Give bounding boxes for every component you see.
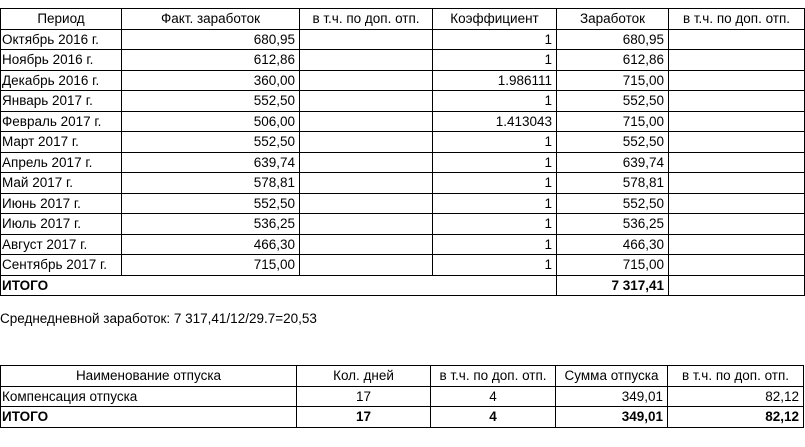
cell-period: Март 2017 г. [1,132,122,153]
cell-earnings: 578,81 [557,173,669,194]
cell-incl-additional-2 [669,255,805,276]
cell-earnings: 612,86 [557,50,669,71]
earnings-header-row [1,9,805,30]
cell-coefficient: 1 [433,173,557,194]
earnings-table [0,8,805,296]
earnings-row [1,255,805,276]
cell-period: Февраль 2017 г. [1,111,122,132]
earnings-row [1,214,805,235]
total-empty-4 [669,275,805,296]
earnings-row [1,91,805,112]
header-incl-additional-2: в т.ч. по доп. отп. [669,9,805,30]
cell-actual-earnings: 578,81 [122,173,300,194]
vacation-total-label: ИТОГО [1,407,297,428]
cell-period: Сентябрь 2017 г. [1,255,122,276]
cell-period: Октябрь 2016 г. [1,29,122,50]
cell-period: Май 2017 г. [1,173,122,194]
cell-actual-earnings: 680,95 [122,29,300,50]
cell-earnings: 715,00 [557,70,669,91]
cell-incl-additional [300,50,433,71]
cell-coefficient: 1 [433,193,557,214]
header-earnings: Заработок [557,9,669,30]
vacation-total-additional-sum: 82,12 [668,407,804,428]
total-empty-2 [300,275,433,296]
cell-incl-additional-2 [669,173,805,194]
cell-earnings: 680,95 [557,29,669,50]
cell-period: Январь 2017 г. [1,91,122,112]
vacation-total-sum: 349,01 [556,407,668,428]
cell-actual-earnings: 536,25 [122,214,300,235]
earnings-total-row [1,275,805,296]
cell-actual-earnings: 506,00 [122,111,300,132]
cell-period: Ноябрь 2016 г. [1,50,122,71]
cell-incl-additional-2 [669,70,805,91]
vacation-row [1,386,804,407]
cell-incl-additional-2 [669,132,805,153]
cell-incl-additional-2 [669,214,805,235]
cell-actual-earnings: 466,30 [122,234,300,255]
cell-coefficient: 1 [433,91,557,112]
header-coefficient: Коэффициент [433,9,557,30]
total-empty-1 [122,275,300,296]
cell-actual-earnings: 612,86 [122,50,300,71]
vacation-table [0,365,804,428]
cell-incl-additional-2 [669,152,805,173]
cell-incl-additional-2 [669,91,805,112]
cell-period: Июнь 2017 г. [1,193,122,214]
cell-incl-additional-2 [669,193,805,214]
vacation-additional-days: 4 [431,386,556,407]
vacation-total-days: 17 [297,407,431,428]
cell-incl-additional [300,132,433,153]
cell-incl-additional [300,234,433,255]
vacation-additional-sum: 82,12 [668,386,804,407]
header-days: Кол. дней [297,366,431,387]
cell-coefficient: 1.413043 [433,111,557,132]
cell-coefficient: 1 [433,29,557,50]
cell-incl-additional [300,111,433,132]
cell-incl-additional [300,91,433,112]
header-incl-additional-sum: в т.ч. по доп. отп. [668,366,804,387]
cell-incl-additional-2 [669,111,805,132]
earnings-row [1,152,805,173]
earnings-rows [1,29,805,275]
earnings-row [1,50,805,71]
cell-period: Июль 2017 г. [1,214,122,235]
header-vacation-sum: Сумма отпуска [556,366,668,387]
cell-earnings: 466,30 [557,234,669,255]
header-actual-earnings: Факт. заработок [122,9,300,30]
earnings-row [1,111,805,132]
cell-actual-earnings: 715,00 [122,255,300,276]
cell-coefficient: 1 [433,214,557,235]
vacation-name: Компенсация отпуска [1,386,297,407]
cell-incl-additional-2 [669,50,805,71]
cell-incl-additional [300,255,433,276]
cell-incl-additional [300,29,433,50]
vacation-total-row [1,407,804,428]
cell-actual-earnings: 552,50 [122,193,300,214]
cell-actual-earnings: 552,50 [122,132,300,153]
vacation-sum: 349,01 [556,386,668,407]
cell-coefficient: 1.986111 [433,70,557,91]
earnings-row [1,132,805,153]
total-label: ИТОГО [1,275,122,296]
earnings-row [1,173,805,194]
cell-incl-additional [300,70,433,91]
header-incl-additional: в т.ч. по доп. отп. [300,9,433,30]
cell-coefficient: 1 [433,50,557,71]
cell-earnings: 552,50 [557,193,669,214]
cell-earnings: 715,00 [557,111,669,132]
cell-incl-additional [300,193,433,214]
vacation-header-row [1,366,804,387]
header-period: Период [1,9,122,30]
cell-incl-additional [300,173,433,194]
earnings-row [1,29,805,50]
total-earnings: 7 317,41 [557,275,669,296]
cell-actual-earnings: 552,50 [122,91,300,112]
earnings-row [1,70,805,91]
cell-coefficient: 1 [433,132,557,153]
earnings-row [1,193,805,214]
total-empty-3 [433,275,557,296]
header-incl-additional-days: в т.ч. по доп. отп. [431,366,556,387]
cell-earnings: 552,50 [557,91,669,112]
cell-incl-additional [300,214,433,235]
cell-earnings: 536,25 [557,214,669,235]
cell-incl-additional-2 [669,29,805,50]
cell-incl-additional [300,152,433,173]
cell-actual-earnings: 639,74 [122,152,300,173]
cell-incl-additional-2 [669,234,805,255]
cell-period: Август 2017 г. [1,234,122,255]
cell-period: Декабрь 2016 г. [1,70,122,91]
vacation-days: 17 [297,386,431,407]
cell-earnings: 552,50 [557,132,669,153]
average-daily-earnings: Среднедневной заработок: 7 317,41/12/29.7=20,53 [0,311,317,326]
cell-coefficient: 1 [433,234,557,255]
cell-earnings: 639,74 [557,152,669,173]
earnings-row [1,234,805,255]
cell-coefficient: 1 [433,255,557,276]
vacation-total-additional-days: 4 [431,407,556,428]
cell-actual-earnings: 360,00 [122,70,300,91]
cell-coefficient: 1 [433,152,557,173]
cell-period: Апрель 2017 г. [1,152,122,173]
cell-earnings: 715,00 [557,255,669,276]
header-vacation-name: Наименование отпуска [1,366,297,387]
